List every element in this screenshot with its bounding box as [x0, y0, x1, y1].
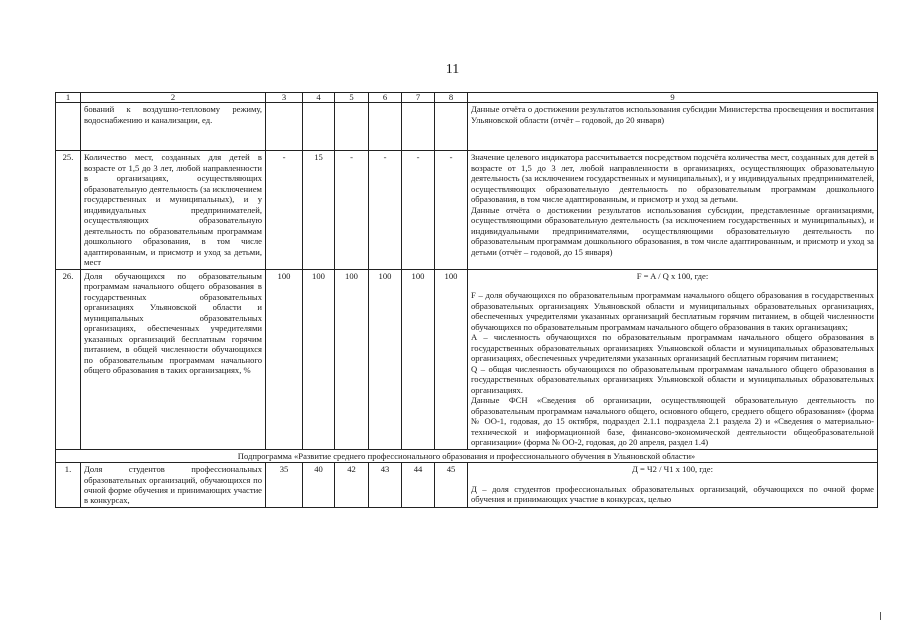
calculation-method — [468, 463, 878, 508]
value-cell: - — [402, 151, 435, 269]
header-cell: 1 — [56, 93, 81, 103]
value-cell: - — [435, 151, 468, 269]
calculation-method — [468, 269, 878, 449]
value-cell: - — [369, 151, 402, 269]
value-cell: 15 — [303, 151, 335, 269]
value-cell: 100 — [435, 269, 468, 449]
table-row — [56, 463, 878, 508]
value-cell: 45 — [435, 463, 468, 508]
method-paragraph: Q – общая численность обучающихся по образовательным программам начального общего образования в государственных образовательных организациях Ульяновской области и муниципальных образовательных организациях. — [471, 363, 874, 395]
method-paragraph: Данные отчёта о достижении результатов использования субсидии, представленные организациями, осуществляющими образовательную деятельность (за исключением государственных и муниципальных), и индивидуальными предпринимателями, осуществляющими образовательную деятельность по образовательным программам дошкольного образования, в том числе адаптированным, и присмотр и уход за детьми (отчёт – годовой, до 15 января) — [471, 204, 874, 257]
value-cell: 35 — [266, 463, 303, 508]
row-number: 25. — [56, 151, 81, 269]
header-cell: 8 — [435, 93, 468, 103]
indicators-table — [55, 92, 878, 508]
value-cell: 100 — [369, 269, 402, 449]
method-paragraph: Значение целевого индикатора рассчитывается посредством подсчёта количества мест, созданных для детей в возрасте от 1,5 до 3 лет, любой направленности в организациях, осуществляющих образовательную деятельность (за исключением государственных и муниципальных), и у индивидуальных предпринимателей, осуществляющих образовательную деятельность по образовательным программам дошкольного образования, в том числе адаптированным, и присмотр и уход за детьми. — [471, 152, 874, 205]
header-cell: 5 — [335, 93, 369, 103]
header-cell: 2 — [81, 93, 266, 103]
subprogram-title: Подпрограмма «Развитие среднего профессионального образования и профессионального обучения в Ульяновской области» — [56, 449, 878, 462]
method-paragraph: Д – доля студентов профессиональных образовательных организаций, обучающихся по очной форме обучения и принимающих участие в конкурсах, целью — [471, 483, 874, 504]
indicator-name: Доля обучающихся по образовательным программам начального общего образования в государственных образовательных организациях Ульяновской области и муниципальных образовательных организациях, обеспеченных учредителями указанных организаций бесплатным горячим питанием, в общей численности обучающихся по образовательным программам начального общего образования в таких организациях, % — [81, 269, 266, 449]
indicator-name: бований к воздушно-тепловому режиму, водоснабжению и канализации, ед. — [81, 103, 266, 151]
formula: F = A / Q x 100, где: — [636, 270, 709, 281]
value-cell: 100 — [303, 269, 335, 449]
value-cell: 100 — [335, 269, 369, 449]
method-paragraph: Данные ФСН «Сведения об организации, осуществляющей образовательную деятельность по образовательным программам начального общего, основного общего, среднего общего образования» (форма № ОО-1, годовая, до 15 октября, подраздел 2.1.1 подраздела 2.1 раздела 2) и «Сведения о материально-технической и информационной базе, финансово-экономической деятельности общеобразовательной организации» (форма № ОО-2, годовая, до 20 апреля, раздел 1.4) — [471, 395, 874, 448]
calculation-method: Данные отчёта о достижении результатов использования субсидии Министерства просвещения и воспитания Ульяновской области (отчёт – годовой, до 20 января) — [468, 103, 878, 151]
value-cell: 44 — [402, 463, 435, 508]
row-number: 26. — [56, 269, 81, 449]
method-paragraph: А – численность обучающихся по образовательным программам начального общего образования в государственных образовательных организациях Ульяновской области и муниципальных образовательных организациях, обеспеченных учредителями указанных организаций бесплатным горячим питанием; — [471, 332, 874, 364]
indicator-name: Количество мест, созданных для детей в возрасте от 1,5 до 3 лет, любой направленности в организациях, осуществляющих образовательную деятельность (за исключением государственных и муниципальных), и у индивидуальных предпринимателей, осуществляющих образовательную деятельность по образовательным программам дошкольного образования, в том числе адаптированным, и присмотр и уход за детьми, мест — [81, 151, 266, 269]
value-cell: 40 — [303, 463, 335, 508]
row-number: 1. — [56, 463, 81, 508]
value-cell: 42 — [335, 463, 369, 508]
header-cell: 7 — [402, 93, 435, 103]
table-row — [56, 103, 878, 151]
header-row — [56, 93, 878, 103]
calculation-method — [468, 151, 878, 269]
formula: Д = Ч2 / Ч1 x 100, где: — [632, 464, 713, 475]
value-cell: - — [335, 151, 369, 269]
value-cell: 100 — [402, 269, 435, 449]
table-row — [56, 151, 878, 269]
indicator-name: Доля студентов профессиональных образовательных организаций, обучающихся по очной форме обучения и принимающих участие в конкурсах, — [81, 463, 266, 508]
value-cell: - — [266, 151, 303, 269]
method-paragraph: F – доля обучающихся по образовательным программам начального общего образования в государственных образовательных организациях Ульяновской области и муниципальных образовательных организациях, обеспеченных учредителями указанных организаций бесплатным горячим питанием, в общей численности обучающихся по образовательным программам начального общего образования в таких организациях; — [471, 290, 874, 332]
header-cell: 9 — [468, 93, 878, 103]
value-cell: 43 — [369, 463, 402, 508]
table-row — [56, 269, 878, 449]
header-cell: 3 — [266, 93, 303, 103]
header-cell: 6 — [369, 93, 402, 103]
value-cell: 100 — [266, 269, 303, 449]
row-number — [56, 103, 81, 151]
page-number: 11 — [445, 62, 460, 77]
scan-mark — [880, 612, 881, 620]
subprogram-row — [56, 449, 878, 462]
header-cell: 4 — [303, 93, 335, 103]
